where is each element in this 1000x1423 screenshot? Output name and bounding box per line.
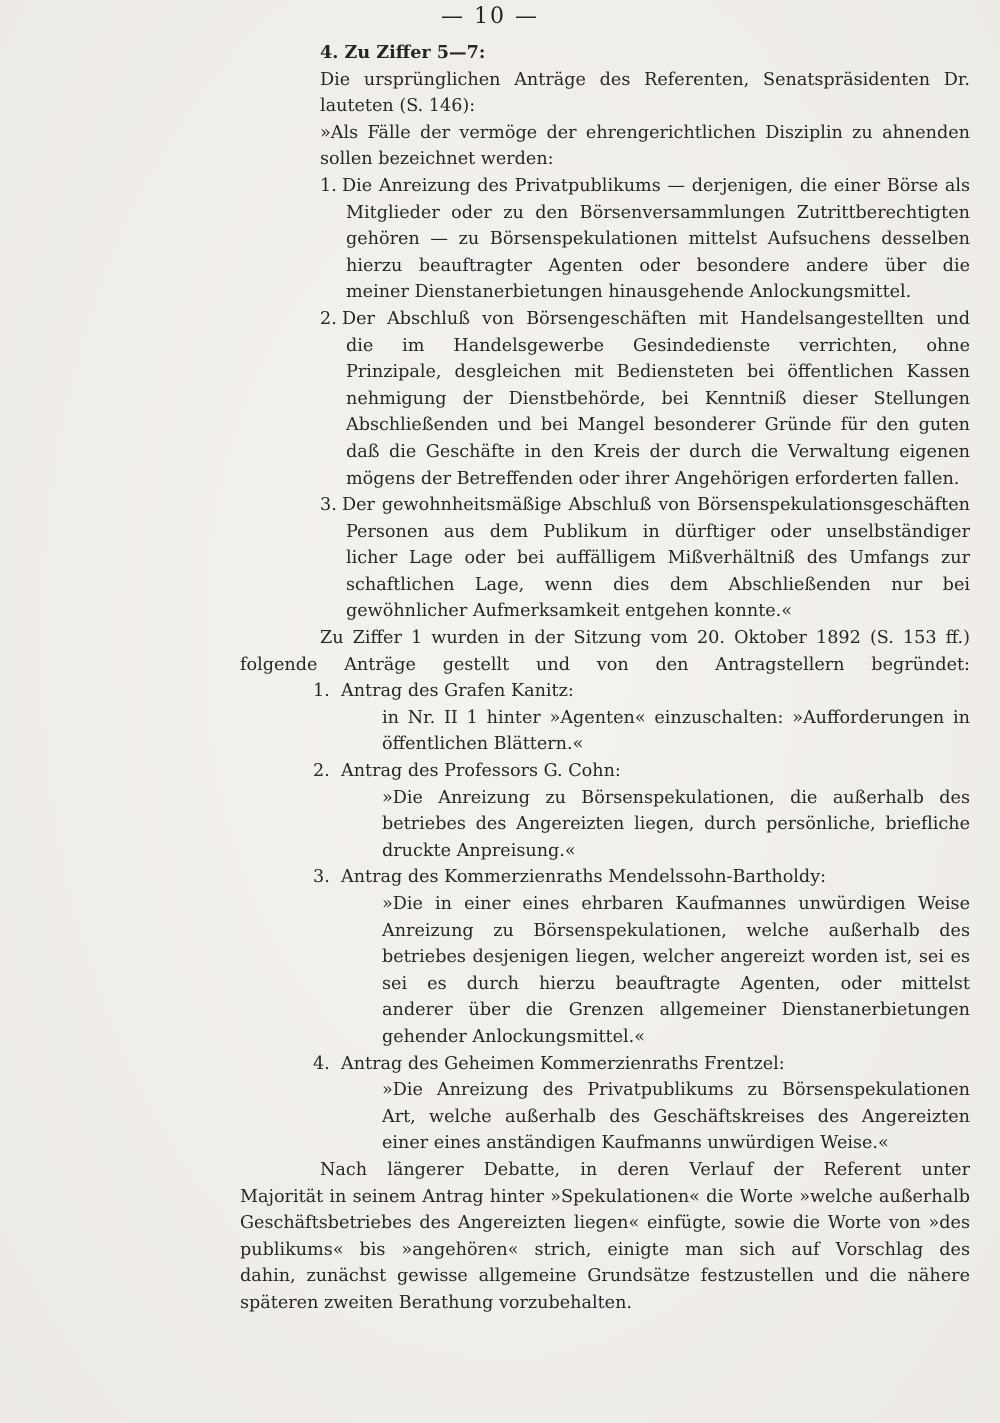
line-text: Abschließenden und bei Mangel besonderer Gründe für den guten [346, 415, 970, 436]
line-text: Personen aus dem Publikum in dürftiger oder unselbständiger [346, 521, 970, 542]
text-line [240, 811, 970, 838]
text-line [240, 678, 970, 705]
text-line [240, 1077, 970, 1104]
text-line [240, 67, 970, 94]
item-number: 2. [320, 308, 337, 329]
text-line [240, 598, 970, 625]
line-text: folgende Anträge gestellt und von den Antragstellern begründet: [240, 654, 970, 675]
line-text: betriebes des Angereizten liegen, durch persönliche, briefliche [382, 814, 970, 835]
text-line [240, 891, 970, 918]
text-line [240, 944, 970, 971]
text-line [240, 652, 970, 679]
item-number: 4. [313, 1053, 330, 1074]
line-text: anderer über die Grenzen allgemeiner Dienstanerbietungen [382, 1000, 970, 1021]
line-text: in Nr. II 1 hinter »Agenten« einzuschalten: »Aufforderungen in [382, 707, 970, 728]
text-line [240, 997, 970, 1024]
text-line [240, 200, 970, 227]
text-line [240, 466, 970, 493]
line-text: Die Anreizung des Privatpublikums — derjenigen, die einer Börse als [342, 175, 970, 196]
line-text: Der gewohnheitsmäßige Abschluß von Börsenspekulationsgeschäften [342, 495, 970, 516]
item-number: 2. [313, 761, 330, 782]
text-line [240, 146, 970, 173]
line-text: sollen bezeichnet werden: [320, 149, 554, 170]
line-text: Die ursprünglichen Anträge des Referenten, Senatspräsidenten Dr. [320, 69, 970, 90]
line-text: »Die in einer eines ehrbaren Kaufmannes unwürdigen Weise [382, 894, 970, 914]
text-line [240, 120, 970, 147]
text-line [240, 625, 970, 652]
line-text: mögens der Betreffenden oder ihrer Angehörigen erforderten fallen. [346, 468, 960, 489]
line-text: druckte Anpreisung.« [382, 840, 576, 861]
line-text: Art, welche außerhalb des Geschäftskreises des Angereizten [382, 1106, 970, 1127]
line-text: meiner Dienstanerbietungen hinausgehende Anlockungsmittel. [346, 282, 912, 303]
text-line [240, 439, 970, 466]
line-text: sei es durch hierzu beauftragte Agenten, oder mittelst [382, 973, 970, 994]
line-text: Nach längerer Debatte, in deren Verlauf der Referent unter [320, 1159, 970, 1180]
text-line [240, 918, 970, 945]
line-text: gehender Anlockungsmittel.« [382, 1026, 645, 1047]
text-line [240, 1024, 970, 1051]
text-line [240, 705, 970, 732]
line-text: nehmigung der Dienstbehörde, bei Kenntniß dieser Stellungen [346, 388, 970, 409]
text-line [240, 173, 970, 200]
line-text: Zu Ziffer 1 wurden in der Sitzung vom 20. Oktober 1892 (S. 153 ff.) [320, 628, 970, 649]
text-line [240, 279, 970, 306]
text-line [240, 1184, 970, 1211]
text-line [240, 785, 970, 812]
text-line [240, 572, 970, 599]
line-text: die im Handelsgewerbe Gesindedienste verrichten, ohne [346, 335, 970, 356]
page-number: — 10 — [441, 4, 539, 29]
line-text: publikums« bis »angehören« strich, einigte man sich auf Vorschlag des [240, 1239, 970, 1260]
text-line [240, 1104, 970, 1131]
line-text: Antrag des Geheimen Kommerzienraths Frentzel: [341, 1053, 785, 1074]
line-text: Geschäftsbetriebes des Angereizten liegen« einfügte, sowie die Worte von »des [240, 1213, 970, 1234]
text-line [240, 492, 970, 519]
text-line [240, 1051, 970, 1078]
item-number: 3. [320, 495, 337, 516]
text-line [240, 93, 970, 120]
text-line [240, 731, 970, 758]
text-line [240, 333, 970, 360]
text-line [240, 971, 970, 998]
line-text: gewöhnlicher Aufmerksamkeit entgehen konnte.« [346, 601, 793, 622]
text-line [240, 412, 970, 439]
line-text: »Die Anreizung des Privatpublikums zu Börsenspekulationen [382, 1080, 970, 1101]
text-line [240, 1157, 970, 1184]
text-line [240, 519, 970, 546]
document-body [240, 40, 970, 1317]
line-text: späteren zweiten Berathung vorzubehalten. [240, 1292, 633, 1313]
text-line [240, 1237, 970, 1264]
item-number: 3. [313, 867, 330, 888]
line-text: dahin, zunächst gewisse allgemeine Grundsätze festzustellen und die nähere [240, 1266, 970, 1287]
line-text: hierzu beauftragter Agenten oder besondere andere über die [346, 255, 970, 276]
line-text: schaftlichen Lage, wenn dies dem Abschließenden nur bei [346, 574, 970, 595]
line-text: Majorität in seinem Antrag hinter »Spekulationen« die Worte »welche außerhalb [240, 1186, 970, 1207]
line-text: lauteten (S. 146): [320, 96, 476, 117]
text-line [240, 758, 970, 785]
line-text: Der Abschluß von Börsengeschäften mit Handelsangestellten und [342, 308, 970, 329]
text-line [240, 226, 970, 253]
line-text: Antrag des Professors G. Cohn: [341, 761, 621, 782]
line-text: daß die Geschäfte in den Kreis der durch die Verwaltung eigenen [346, 441, 970, 462]
line-text: einer eines anständigen Kaufmanns unwürdigen Weise.« [382, 1133, 889, 1154]
text-line [240, 359, 970, 386]
section-heading: 4. Zu Ziffer 5—7: [320, 42, 486, 63]
text-line [240, 253, 970, 280]
line-text: Antrag des Grafen Kanitz: [341, 681, 574, 702]
item-number: 1. [320, 175, 337, 196]
text-line [240, 1290, 970, 1317]
line-text: »Die Anreizung zu Börsenspekulationen, die außerhalb des [382, 787, 970, 808]
line-text: »Als Fälle der vermöge der ehrengerichtlichen Disziplin zu ahnenden [320, 122, 970, 143]
text-line [240, 1130, 970, 1157]
line-text: Antrag des Kommerzienraths Mendelssohn-Bartholdy: [341, 867, 827, 888]
text-line [240, 386, 970, 413]
line-text: Prinzipale, desgleichen mit Bediensteten bei öffentlichen Kassen [346, 362, 970, 383]
line-text: betriebes desjenigen liegen, welcher angereizt worden ist, sei es [382, 947, 970, 968]
text-line [240, 1210, 970, 1237]
line-text: Mitglieder oder zu den Börsenversammlungen Zutrittberechtigten [346, 202, 970, 223]
text-line [240, 545, 970, 572]
line-text: öffentlichen Blättern.« [382, 734, 584, 755]
text-line [240, 1263, 970, 1290]
line-text: Anreizung zu Börsenspekulationen, welche außerhalb des [382, 920, 970, 941]
text-line [240, 306, 970, 333]
line-text: gehören — zu Börsenspekulationen mittelst Aufsuchens desselben [346, 229, 970, 250]
line-text: licher Lage oder bei auffälligem Mißverhältniß des Umfangs zur [346, 548, 970, 569]
text-line [240, 838, 970, 865]
item-number: 1. [313, 681, 330, 702]
text-line [240, 864, 970, 891]
